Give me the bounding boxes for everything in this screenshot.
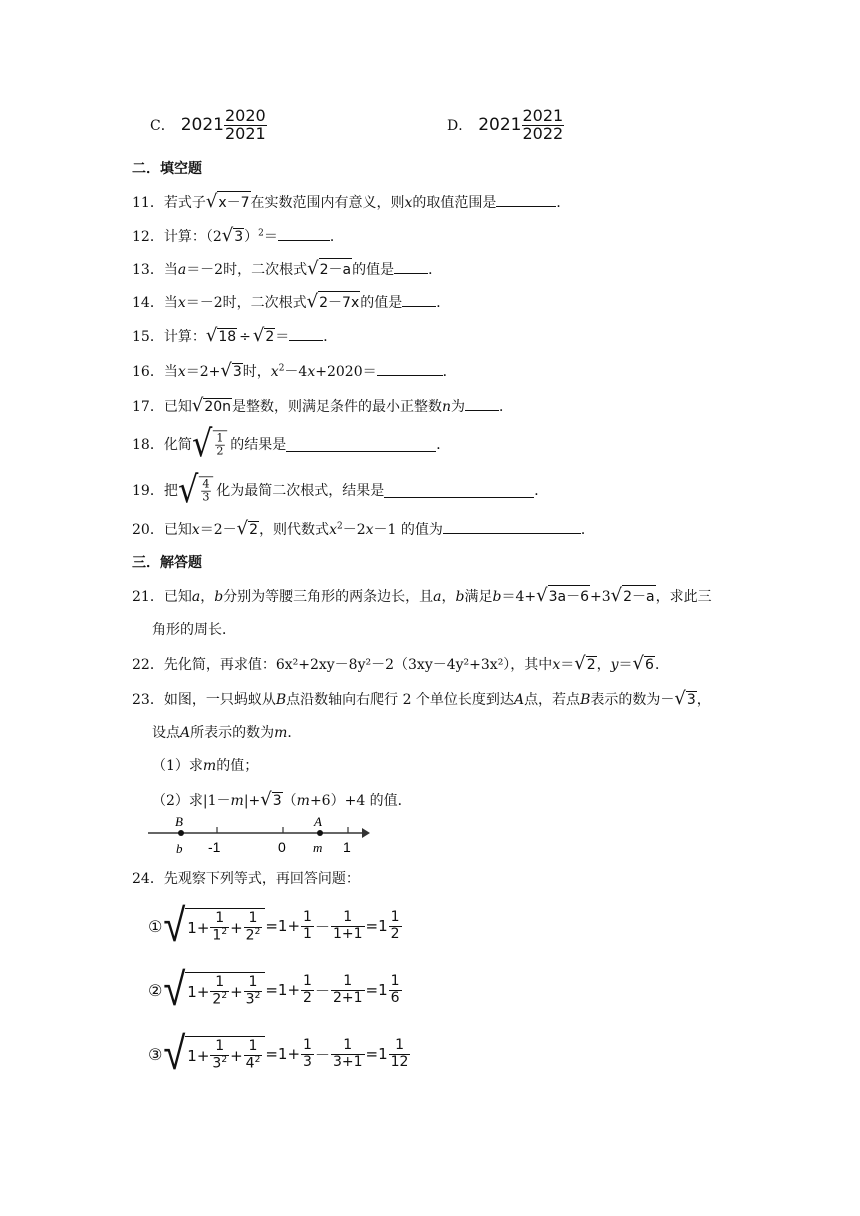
q12-text: 计算：（2 <box>163 229 222 245</box>
q15-divide: ÷ <box>239 329 251 345</box>
q24-equation-3 <box>148 1027 411 1081</box>
label-neg1: -1 <box>208 839 221 855</box>
q14-radicand: 2－7x <box>318 291 360 312</box>
question-21 <box>132 585 712 606</box>
frac-num: 1 <box>389 1038 411 1054</box>
q24-text: 先观察下列等式，再回答问题： <box>163 871 360 887</box>
question-23-part1 <box>152 755 258 775</box>
q17-var: n <box>442 399 452 415</box>
q23-p2rad: 3 <box>272 793 282 809</box>
label-A: A <box>314 814 322 829</box>
q18-end: ． <box>436 437 451 453</box>
plus: + <box>196 982 210 1001</box>
q23-p2d: +6）+4 的值． <box>309 793 412 809</box>
q16-var: x <box>177 364 186 380</box>
q11-var: x <box>404 195 413 211</box>
q18-radical <box>191 422 228 466</box>
one: 1 <box>187 918 197 937</box>
frac-den: 2+1 <box>332 989 363 1006</box>
radical-sign-icon: √ <box>236 518 249 539</box>
q14-answer-blank[interactable] <box>402 292 436 307</box>
q13-number: 13． <box>132 262 164 278</box>
q23-p2m2: m <box>296 793 310 809</box>
q23-p1: （1）求 <box>152 758 203 774</box>
q23-l2: 设点 <box>152 725 180 741</box>
q16-tail: +2020＝ <box>315 364 377 380</box>
frac-den: 2 <box>303 989 312 1006</box>
radical-sign-icon: √ <box>260 789 272 810</box>
q17-radicand: 20n <box>204 399 231 415</box>
q22-eq1: ＝ <box>560 657 575 673</box>
q16-text2: ＝2+ <box>185 364 221 380</box>
q20-end: ． <box>580 522 595 538</box>
question-13 <box>132 258 442 279</box>
label-b: b <box>176 841 183 856</box>
q22-number: 22． <box>132 657 164 673</box>
equation-radical <box>163 899 265 953</box>
q11-text2: 在实数范围内有意义，则 <box>250 195 405 211</box>
radical-sign-icon: √ <box>205 325 218 346</box>
section-fill-title: 二．填空题 <box>132 161 202 177</box>
radical-sign-icon: √ <box>252 325 265 346</box>
equation-radical <box>163 1027 265 1081</box>
plus: + <box>230 1046 243 1065</box>
frac-den: 6 <box>390 989 400 1006</box>
q20-text: 已知 <box>163 522 192 538</box>
equals: = <box>265 917 278 935</box>
q17-number: 17． <box>132 399 164 415</box>
frac-num: 1 <box>331 910 365 926</box>
radical-sign-icon: √ <box>306 291 319 312</box>
label-m: m <box>313 840 323 855</box>
frac-base: 3 <box>245 991 255 1008</box>
arrow-right-icon <box>362 828 370 838</box>
q13-text2: ＝－2时，二次根式 <box>186 262 308 278</box>
radical-sign-icon: √ <box>163 899 186 953</box>
minus: － <box>314 981 330 1000</box>
plus: + <box>287 1045 301 1063</box>
frac-den: 1+1 <box>332 925 363 942</box>
q15-end: ． <box>323 329 338 345</box>
q23-number: 23． <box>132 692 164 708</box>
radical-sign-icon: √ <box>536 585 548 606</box>
q20-number: 20． <box>132 522 164 538</box>
q19-text2: 化为最简二次根式，结果是 <box>216 483 385 499</box>
whole: 1 <box>378 917 388 935</box>
q21-comma: ， <box>200 589 215 605</box>
frac-base: 2 <box>245 927 255 944</box>
number-line-figure <box>140 814 380 858</box>
section-answer-title: 三．解答题 <box>132 555 202 571</box>
question-15 <box>132 325 337 346</box>
q19-end: ． <box>534 483 549 499</box>
radical-sign-icon: √ <box>191 395 204 416</box>
q17-text3: 为 <box>451 399 466 415</box>
q14-number: 14． <box>132 295 164 311</box>
q23-p2: （2）求|1－ <box>152 793 231 809</box>
frac-exp: 2 <box>254 990 261 1001</box>
question-23 <box>132 688 711 709</box>
question-23-line2 <box>152 722 301 742</box>
q22-sep: ， <box>596 657 611 673</box>
q19-answer-blank[interactable] <box>384 483 534 498</box>
q17-text: 已知 <box>163 399 192 415</box>
radical-sign-icon: √ <box>177 468 199 512</box>
q19-radical <box>177 468 214 512</box>
frac-exp: 2 <box>221 926 228 937</box>
q23-A: A <box>513 692 525 708</box>
frac-exp: 2 <box>221 1054 228 1065</box>
frac-den: 12 <box>390 1053 409 1070</box>
circled-number: ② <box>148 980 163 1000</box>
question-14 <box>132 291 450 312</box>
q23-B: B <box>275 692 287 708</box>
q22-radicand-1: 2 <box>586 657 596 673</box>
option-c-whole: 2021 <box>180 115 224 136</box>
frac-den: 1 <box>303 925 312 942</box>
plus: + <box>230 982 243 1001</box>
q15-radicand-2: 2 <box>265 329 275 345</box>
q12-number: 12． <box>132 229 164 245</box>
q22-end: ． <box>654 657 669 673</box>
q23-B2: B <box>580 692 591 708</box>
q14-text3: 的值是 <box>360 295 403 311</box>
frac-exp: 2 <box>221 990 228 1001</box>
q23-p2c: （ <box>282 793 297 809</box>
q23-l2b: 所表示的数为 <box>190 725 275 741</box>
point-a <box>317 830 323 836</box>
plus: + <box>230 918 243 937</box>
q15-text: 计算： <box>163 329 206 345</box>
radical-sign-icon: √ <box>307 258 319 279</box>
question-18 <box>132 424 450 464</box>
q13-text3: 的值是 <box>352 262 395 278</box>
q23-p2m: m <box>230 793 244 809</box>
option-d-whole: 2021 <box>478 115 522 136</box>
label-B: B <box>175 814 183 829</box>
frac-num: 1 <box>210 1039 229 1055</box>
point-b <box>178 830 184 836</box>
radical-sign-icon: √ <box>163 963 186 1017</box>
q11-answer-blank[interactable] <box>496 192 556 207</box>
q22-x: x <box>552 657 561 673</box>
q20-answer-blank[interactable] <box>443 519 581 534</box>
option-c-den: 2021 <box>224 123 266 143</box>
frac-num: 1 <box>331 974 365 990</box>
label-0: 0 <box>278 839 286 855</box>
q16-answer-blank[interactable] <box>377 361 443 376</box>
q13-radicand: 2－a <box>319 258 353 279</box>
q13-var: a <box>177 262 187 278</box>
frac-num: 1 <box>244 911 263 927</box>
option-d-label: D． <box>447 118 473 135</box>
q24-equation-2 <box>148 963 403 1017</box>
q18-den: 2 <box>216 444 224 458</box>
q12-end: ． <box>329 229 344 245</box>
q23-radicand: 3 <box>686 692 696 708</box>
frac-exp: 2 <box>254 1054 261 1065</box>
q23-text5: ， <box>696 692 711 708</box>
q16-text: 当 <box>163 364 178 380</box>
q16-exp: 2 <box>278 363 285 374</box>
option-c-label: C． <box>150 118 175 135</box>
q14-text2: ＝－2时，二次根式 <box>185 295 307 311</box>
q18-answer-blank[interactable] <box>286 437 436 452</box>
plus: + <box>196 918 210 937</box>
minus: － <box>314 917 330 936</box>
frac-base: 1 <box>212 927 222 944</box>
q23-text: 如图，一只蚂蚁从 <box>163 692 276 708</box>
q24-number: 24． <box>132 871 164 887</box>
q21-a2: a <box>433 589 442 605</box>
frac-num: 1 <box>303 1037 312 1054</box>
q23-m: m <box>274 725 288 741</box>
whole: 1 <box>378 981 388 999</box>
whole: 1 <box>378 1045 388 1063</box>
plus: + <box>287 981 301 999</box>
q11-text: 若式子 <box>163 195 206 211</box>
q13-text: 当 <box>163 262 178 278</box>
frac-num: 1 <box>244 1039 263 1055</box>
q20-x: x <box>329 522 337 538</box>
radical-sign-icon: √ <box>220 360 232 381</box>
q16-number: 16． <box>132 364 164 380</box>
q21-b2: b <box>455 589 465 605</box>
frac-num: 1 <box>331 1038 365 1054</box>
question-12 <box>132 225 344 246</box>
q17-text2: 是整数，则满足条件的最小正整数 <box>232 399 442 415</box>
q24-equation-1 <box>148 899 403 953</box>
one: 1 <box>277 917 288 935</box>
q17-answer-blank[interactable] <box>465 396 499 411</box>
q23-A2: A <box>180 725 191 741</box>
q12-text2: ） <box>244 229 259 245</box>
q11-end: ． <box>556 195 571 211</box>
question-24 <box>132 868 360 888</box>
radical-sign-icon: √ <box>674 688 686 709</box>
q15-eq: ＝ <box>275 329 290 345</box>
option-d-fraction <box>522 108 565 143</box>
q22-text: 先化简，再求值：6x²+2xy－8y²－2（3xy－4y²+3x²），其中 <box>163 657 553 673</box>
q21-number: 21． <box>132 589 164 605</box>
q21-text2: 分别为等腰三角形的两条边长，且 <box>223 589 434 605</box>
option-d-den: 2022 <box>522 123 564 143</box>
q21-text3: 满足 <box>464 589 493 605</box>
circled-number: ① <box>148 916 163 936</box>
q11-radicand: x－7 <box>217 191 250 212</box>
equals: = <box>365 917 379 935</box>
q12-eq: ＝ <box>263 229 278 245</box>
q20-var: x <box>191 522 200 538</box>
radical-sign-icon: √ <box>610 585 623 606</box>
q21-a: a <box>191 589 201 605</box>
question-16 <box>132 360 457 381</box>
frac-num: 1 <box>390 909 400 926</box>
q21-b: b <box>214 589 224 605</box>
q20-exp: 2 <box>336 521 343 532</box>
q11-text3: 的取值范围是 <box>412 195 497 211</box>
equals: = <box>365 1045 379 1063</box>
q16-x: x <box>270 364 279 380</box>
q20-x2: x <box>365 522 374 538</box>
question-21-line2: 角形的周长． <box>152 622 236 638</box>
one: 1 <box>277 1045 288 1063</box>
q20-tail: －1 的值为 <box>373 522 443 538</box>
one: 1 <box>187 982 197 1001</box>
q19-number: 19． <box>132 483 164 499</box>
q23-text3: 点，若点 <box>524 692 581 708</box>
q16-end: ． <box>442 364 457 380</box>
frac-num: 1 <box>390 973 400 990</box>
radical-sign-icon: √ <box>632 653 645 674</box>
q23-p2b: |+ <box>243 793 261 809</box>
equation-radical <box>163 963 265 1017</box>
q20-text2: ＝2－ <box>199 522 237 538</box>
q21-b3: b <box>492 589 502 605</box>
label-1: 1 <box>343 839 351 855</box>
q12-radicand: 3 <box>234 229 244 245</box>
question-23-part2 <box>152 789 412 810</box>
equals: = <box>265 1045 278 1063</box>
q19-den: 3 <box>202 490 210 504</box>
q23-l2c: ． <box>287 725 302 741</box>
q21-comma2: ， <box>441 589 456 605</box>
one: 1 <box>277 981 288 999</box>
q21-text: 已知 <box>163 589 192 605</box>
frac-den: 3 <box>303 1053 312 1070</box>
equals: = <box>365 981 379 999</box>
q15-answer-blank[interactable] <box>289 326 323 341</box>
q17-end: ． <box>499 399 514 415</box>
radical-sign-icon: √ <box>163 1027 186 1081</box>
option-c <box>150 108 267 143</box>
option-c-fraction <box>224 108 267 143</box>
q12-exp: 2 <box>258 228 264 239</box>
q22-y: y <box>610 657 619 673</box>
frac-num: 1 <box>303 909 312 926</box>
q23-text2: 点沿数轴向右爬行 2 个单位长度到达 <box>286 692 514 708</box>
q16-text3: 时， <box>242 364 271 380</box>
option-c-num: 2020 <box>224 106 266 125</box>
radical-sign-icon: √ <box>191 422 213 466</box>
radical-sign-icon: √ <box>221 225 234 246</box>
q18-number: 18． <box>132 437 164 453</box>
q14-end: ． <box>436 295 451 311</box>
q14-var: x <box>177 295 186 311</box>
radical-sign-icon: √ <box>205 191 218 212</box>
q19-text: 把 <box>163 483 178 499</box>
q23-text4: 表示的数为－ <box>590 692 675 708</box>
q20-minus2: －2 <box>342 522 366 538</box>
q18-text2: 的结果是 <box>230 437 287 453</box>
q13-answer-blank[interactable] <box>394 259 428 274</box>
q18-num: 1 <box>216 431 224 445</box>
q20-radicand: 2 <box>249 522 259 538</box>
q11-number: 11． <box>132 195 164 211</box>
q21-text5: ，求此三 <box>655 589 712 605</box>
plus: + <box>196 1046 210 1065</box>
option-d-num: 2021 <box>522 106 564 125</box>
q21-plus3: +3 <box>589 589 611 605</box>
frac-den: 2 <box>390 925 400 942</box>
one: 1 <box>187 1046 197 1065</box>
question-11 <box>132 191 570 212</box>
minus: － <box>314 1045 330 1064</box>
question-20 <box>132 518 595 539</box>
question-22 <box>132 653 669 674</box>
question-17 <box>132 395 513 416</box>
q16-radicand: 3 <box>232 364 242 380</box>
q13-end: ． <box>428 262 443 278</box>
question-19 <box>132 470 548 510</box>
q22-radicand-2: 6 <box>645 657 654 673</box>
equals: = <box>265 981 278 999</box>
q23-p1b: 的值； <box>216 758 259 774</box>
frac-num: 1 <box>244 975 263 991</box>
frac-exp: 2 <box>254 926 261 937</box>
q20-text3: ，则代数式 <box>259 522 330 538</box>
frac-den: 3+1 <box>332 1053 363 1070</box>
frac-base: 3 <box>212 1055 222 1072</box>
frac-base: 2 <box>212 991 222 1008</box>
q21-text4: ＝4+ <box>501 589 537 605</box>
q14-text: 当 <box>163 295 178 311</box>
option-d <box>447 108 564 143</box>
q15-radicand-1: 18 <box>218 329 237 345</box>
q21-radicand-2: 2－a <box>622 585 656 606</box>
frac-num: 1 <box>210 975 229 991</box>
q15-number: 15． <box>132 329 164 345</box>
q23-p1m: m <box>202 758 217 774</box>
q16-minus4: －4 <box>284 364 308 380</box>
q19-num: 4 <box>202 477 210 491</box>
frac-num: 1 <box>210 911 229 927</box>
frac-base: 4 <box>245 1055 255 1072</box>
q22-eq2: ＝ <box>618 657 633 673</box>
q12-answer-blank[interactable] <box>278 226 330 241</box>
q18-text: 化简 <box>163 437 192 453</box>
radical-sign-icon: √ <box>574 653 586 674</box>
plus: + <box>287 917 301 935</box>
q21-radicand-1: 3a－6 <box>548 585 590 606</box>
q16-x2: x <box>307 364 316 380</box>
frac-num: 1 <box>303 973 312 990</box>
circled-number: ③ <box>148 1044 163 1064</box>
